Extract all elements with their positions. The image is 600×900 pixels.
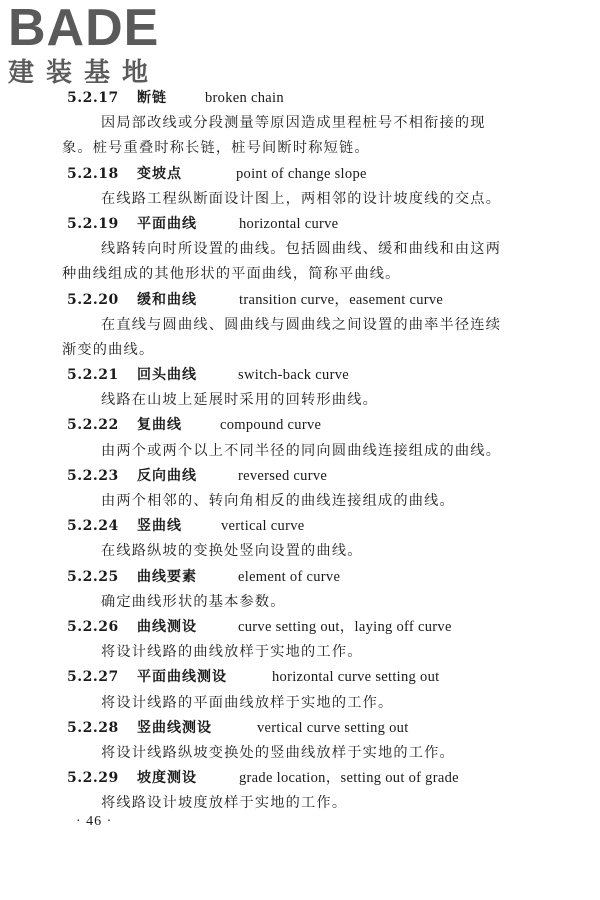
term-definition: 线路在山坡上延展时采用的回转形曲线。 — [101, 392, 378, 409]
term-chinese: 回头曲线 — [137, 367, 197, 384]
term-chinese: 曲线要素 — [137, 568, 197, 585]
term-definition: 渐变的曲线。 — [62, 341, 155, 358]
term-definition: 将设计线路的曲线放样于实地的工作。 — [101, 644, 363, 661]
term-english: curve setting out，laying off curve — [238, 618, 452, 635]
term-definition: 线路转向时所设置的曲线。包括圆曲线、缓和曲线和由这两 — [101, 241, 502, 258]
term-heading — [0, 514, 600, 539]
term-number: 5.2.18 — [67, 165, 119, 182]
term-chinese: 坡度测设 — [137, 770, 197, 787]
term-heading — [0, 288, 600, 313]
term-definition: 在线路工程纵断面设计图上，两相邻的设计坡度线的交点。 — [101, 190, 502, 207]
term-number: 5.2.19 — [67, 215, 119, 232]
logo-brand: BADE — [8, 0, 160, 57]
term-number: 5.2.26 — [67, 618, 119, 635]
bade-logo — [8, 2, 178, 92]
term-definition: 确定曲线形状的基本参数。 — [101, 593, 286, 610]
term-number: 5.2.23 — [67, 467, 119, 484]
term-english: transition curve，easement curve — [239, 291, 444, 308]
term-number: 5.2.21 — [67, 367, 119, 384]
term-heading — [0, 464, 600, 489]
term-chinese: 断链 — [137, 90, 167, 106]
term-english: grade location，setting out of grade — [239, 770, 459, 787]
term-number: 5.2.28 — [67, 719, 119, 736]
term-definition: 由两个相邻的、转向角相反的曲线连接组成的曲线。 — [101, 493, 455, 509]
term-english: reversed curve — [238, 467, 328, 484]
term-heading — [0, 565, 600, 590]
term-chinese: 曲线测设 — [137, 618, 197, 635]
term-number: 5.2.17 — [67, 90, 119, 106]
term-chinese: 平面曲线测设 — [137, 669, 227, 686]
term-english: broken chain — [205, 90, 284, 106]
page-number: · 46 · — [76, 814, 113, 829]
term-definition: 由两个或两个以上不同半径的同向圆曲线连接组成的曲线。 — [101, 442, 502, 459]
term-chinese: 复曲线 — [137, 417, 182, 434]
term-english: compound curve — [220, 417, 322, 434]
term-heading — [0, 162, 600, 187]
term-number: 5.2.22 — [67, 417, 119, 434]
term-number: 5.2.27 — [67, 669, 119, 686]
term-chinese: 平面曲线 — [137, 215, 197, 232]
term-definition: 在直线与圆曲线、圆曲线与圆曲线之间设置的曲率半径连续 — [101, 316, 502, 333]
term-definition: 将设计线路的平面曲线放样于实地的工作。 — [101, 694, 394, 711]
term-heading — [0, 766, 600, 791]
term-chinese: 竖曲线 — [137, 518, 182, 535]
term-heading — [0, 212, 600, 237]
term-chinese: 反向曲线 — [137, 467, 197, 484]
term-chinese: 竖曲线测设 — [137, 719, 212, 736]
term-english: switch-back curve — [238, 367, 349, 384]
term-english: vertical curve setting out — [257, 719, 409, 736]
term-definition: 将设计线路纵坡变换处的竖曲线放样于实地的工作。 — [101, 744, 455, 761]
term-heading — [0, 86, 600, 111]
term-english: point of change slope — [236, 165, 367, 182]
term-english: horizontal curve — [239, 215, 339, 232]
term-definition: 在线路纵坡的变换处竖向设置的曲线。 — [101, 543, 363, 560]
term-number: 5.2.24 — [67, 518, 119, 535]
term-heading — [0, 716, 600, 741]
term-heading — [0, 665, 600, 690]
term-english: vertical curve — [221, 518, 305, 535]
term-definition: 象。桩号重叠时称长链，桩号间断时称短链。 — [62, 140, 370, 157]
term-heading — [0, 615, 600, 640]
term-english: horizontal curve setting out — [272, 669, 440, 686]
term-number: 5.2.20 — [67, 291, 119, 308]
term-definition: 种曲线组成的其他形状的平面曲线，简称平曲线。 — [62, 266, 401, 283]
term-chinese: 变坡点 — [137, 165, 182, 182]
term-number: 5.2.25 — [67, 568, 119, 585]
term-definition: 因局部改线或分段测量等原因造成里程桩号不相衔接的现 — [101, 115, 486, 132]
term-definition: 将线路设计坡度放样于实地的工作。 — [101, 795, 348, 812]
term-english: element of curve — [238, 568, 341, 585]
term-heading — [0, 413, 600, 438]
logo-subtitle: 建装基地 — [8, 58, 161, 88]
term-heading — [0, 363, 600, 388]
term-chinese: 缓和曲线 — [137, 291, 197, 308]
term-entries — [0, 86, 600, 816]
term-number: 5.2.29 — [67, 770, 119, 787]
